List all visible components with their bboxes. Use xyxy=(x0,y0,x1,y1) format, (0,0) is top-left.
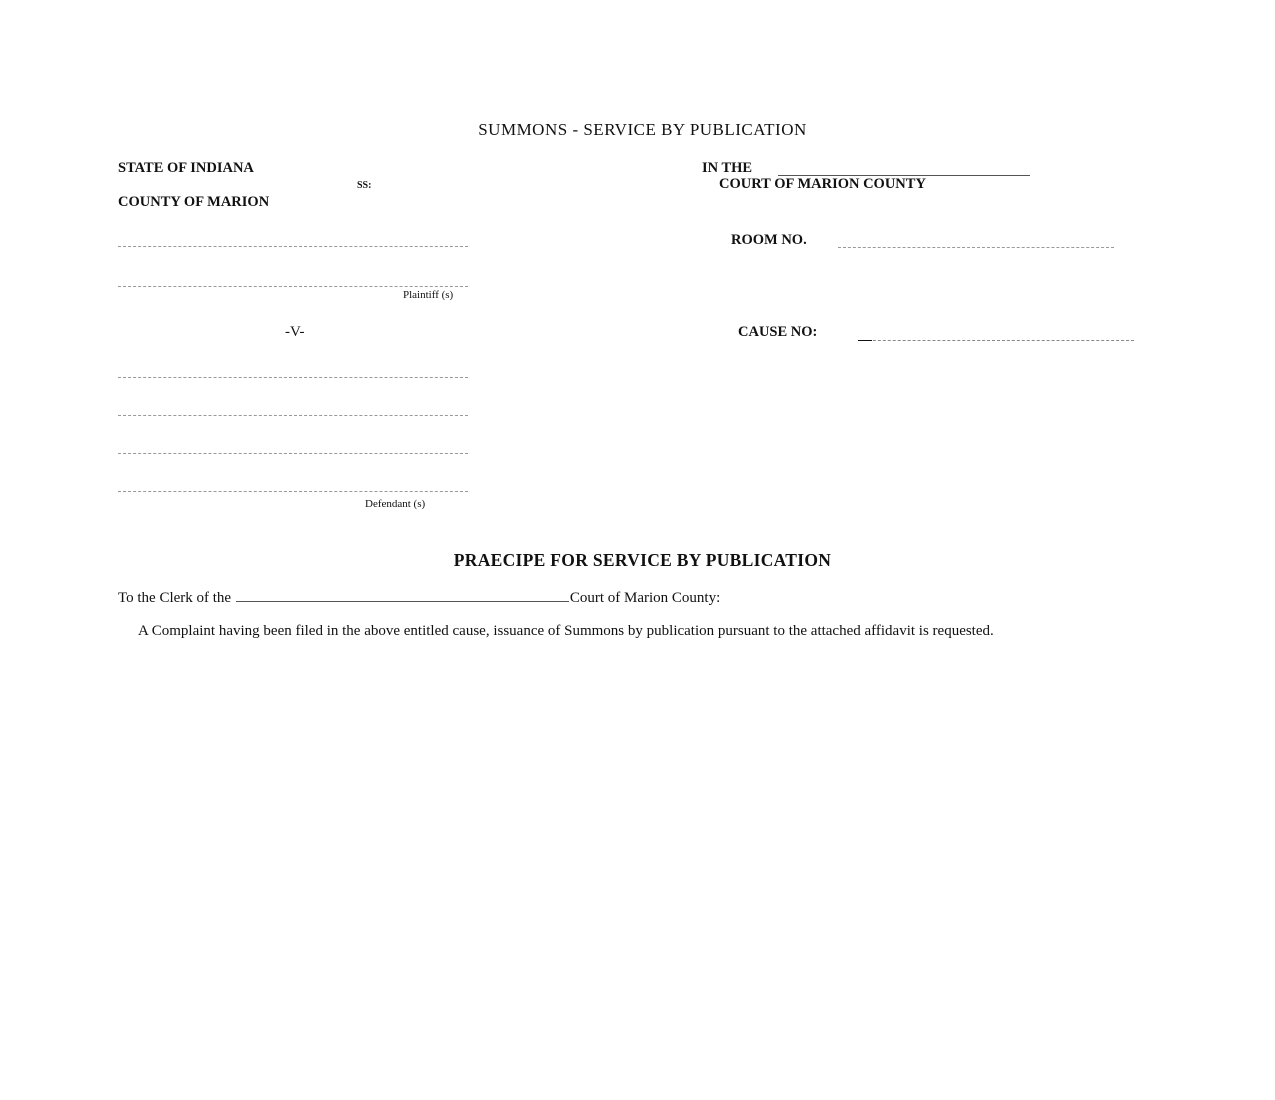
plaintiff-field-1[interactable] xyxy=(118,246,468,247)
to-clerk-line xyxy=(118,588,720,607)
versus-label: -V- xyxy=(285,324,305,340)
plaintiff-field-2[interactable] xyxy=(118,286,468,287)
room-no-label: ROOM NO. xyxy=(731,232,807,248)
in-the-label: IN THE xyxy=(702,160,753,176)
clerk-court-field[interactable] xyxy=(236,588,569,602)
ss-label: SS: xyxy=(357,180,372,191)
defendant-field-2[interactable] xyxy=(118,415,468,416)
defendant-field-1[interactable] xyxy=(118,377,468,378)
to-clerk-suffix: Court of Marion County: xyxy=(569,590,721,606)
room-no-field[interactable] xyxy=(838,247,1114,248)
county-label: COUNTY OF MARION xyxy=(118,194,270,210)
cause-no-field[interactable] xyxy=(858,340,1134,341)
to-clerk-prefix: To the Clerk of the xyxy=(118,590,232,606)
court-of-label: COURT OF MARION COUNTY xyxy=(719,176,926,192)
defendant-label: Defendant (s) xyxy=(365,498,426,510)
defendant-field-4[interactable] xyxy=(118,491,468,492)
plaintiff-label: Plaintiff (s) xyxy=(403,289,454,301)
defendant-field-3[interactable] xyxy=(118,453,468,454)
document-title: SUMMONS - SERVICE BY PUBLICATION xyxy=(478,120,807,139)
praecipe-paragraph: A Complaint having been filed in the above entitled cause, issuance of Summons by publication pursuant to the attached affidavit is requested. xyxy=(138,623,994,639)
cause-no-label: CAUSE NO: xyxy=(738,324,818,340)
cause-no-field-start xyxy=(858,340,872,341)
praecipe-heading: PRAECIPE FOR SERVICE BY PUBLICATION xyxy=(453,550,832,570)
state-label: STATE OF INDIANA xyxy=(118,160,254,176)
